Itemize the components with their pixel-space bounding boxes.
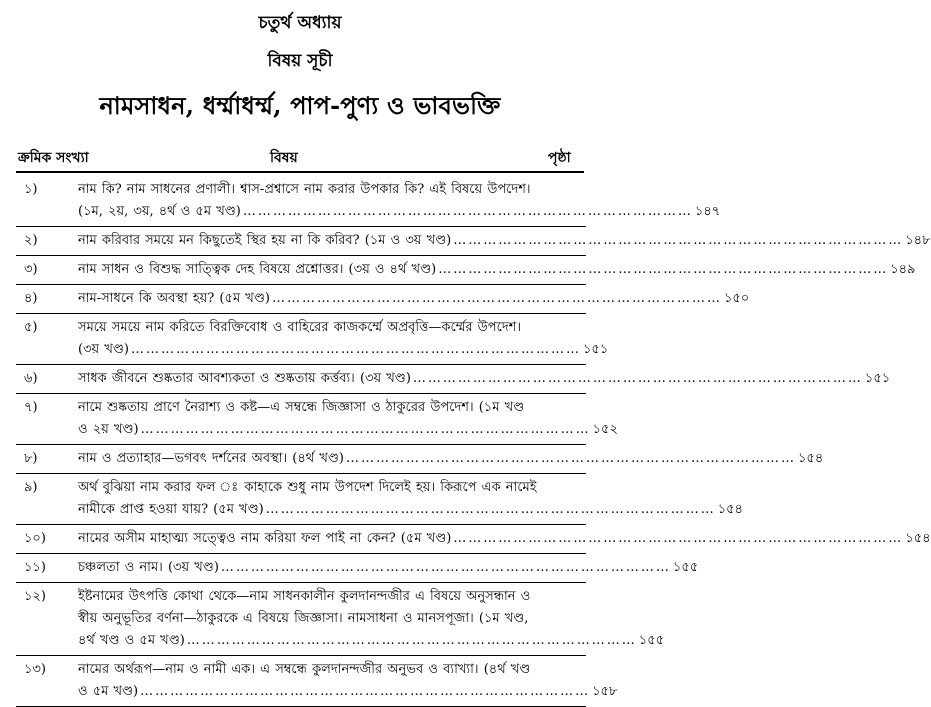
entry-page: ১৫৮ [592, 684, 618, 699]
leader-dots: ……………………………………………………………………………… [453, 531, 904, 546]
entry-number: ৩) [24, 262, 38, 277]
subject-column-header: বিষয় [270, 150, 298, 166]
entry-page: ১৫২ [592, 422, 618, 437]
header-divider [16, 171, 584, 173]
entry-number: ৯) [24, 480, 38, 495]
list-item [16, 554, 699, 583]
entry-page: ১৪৭ [694, 204, 721, 219]
entry-page: ১৫৪ [905, 531, 931, 546]
entry-number: ১০) [24, 531, 46, 546]
chapter-heading: চতুর্থ অধ্যায় [258, 13, 342, 33]
entry-text-continued: ও ৫ম খণ্ড) [78, 684, 139, 699]
list-item [16, 176, 721, 227]
list-item [16, 227, 931, 256]
entry-text: নাম-সাধনে কি অবস্থা হয়? (৫ম খণ্ড) [78, 291, 270, 306]
list-item [16, 656, 618, 707]
entry-number: ৪) [24, 291, 38, 306]
entry-number: ১) [24, 182, 38, 197]
list-item [16, 474, 743, 525]
entry-page: ১৫০ [723, 291, 750, 306]
entry-text: সাধক জীবনে শুষ্কতার আবশ্যকতা ও শুষ্কতায় কর্ত্তব্য। (৩য় খণ্ড) [78, 371, 411, 386]
entry-number: ২) [24, 233, 38, 248]
entry-text-continued: নামীকে প্রাপ্ত হওয়া যায়? (৫ম খণ্ড) [78, 502, 264, 517]
list-item [16, 365, 891, 394]
leader-dots: ……………………………………………………………………………… [186, 633, 637, 648]
serial-column-header: ক্রমিক সংখ্যা [18, 150, 89, 166]
leader-dots: ……………………………………………………………………………… [220, 560, 671, 575]
entry-text: নাম করিবার সময়ে মন কিছুতেই স্থির হয় না কি করিব? (১ম ও ৩য় খণ্ড) [78, 233, 452, 248]
entry-page: ১৫৪ [797, 451, 824, 466]
entry-page: ১৪৯ [890, 262, 916, 277]
entry-number: ১২) [24, 589, 46, 604]
entry-text: নামের অর্থরূপ—নাম ও নামী এক। এ সম্বন্ধে কুলদানন্দজীর অনুভব ও ব্যাখ্যা। (৪র্থ খণ্ড [78, 662, 531, 677]
leader-dots: ……………………………………………………………………………… [271, 291, 722, 306]
entry-page: ১৫১ [582, 342, 609, 357]
entry-text: নামে শুষ্কতায় প্রাণে নৈরাশ্য ও কষ্ট—এ সম্বন্ধে জিজ্ঞাসা ও ঠাকুরের উপদেশ। (১ম খণ্ড [78, 400, 525, 415]
list-item [16, 525, 931, 554]
entry-page: ১৪৮ [905, 233, 931, 248]
page-title: নামসাধন, ধর্ম্মাধর্ম্ম, পাপ-পুণ্য ও ভাবভক্তি [99, 91, 501, 120]
entry-text: ইষ্টনামের উৎপত্তি কোথা থেকে—নাম সাধনকালীন কুলদানন্দজীর এ বিষয়ে অনুসন্ধান ও [78, 589, 531, 604]
leader-dots: ……………………………………………………………………………… [265, 502, 716, 517]
list-item [16, 445, 824, 474]
list-item [16, 583, 665, 656]
entry-text: চঞ্চলতা ও নাম। (৩য় খণ্ড) [78, 560, 219, 575]
entry-text: নাম কি? নাম সাধনের প্রণালী। শ্বাস-প্রশ্বাসে নাম করার উপকার কি? এই বিষয়ে উপদেশ। [78, 182, 531, 197]
entry-text-continued: ও ২য় খণ্ড) [78, 422, 139, 437]
entry-text: নামের অসীম মাহাত্ম্য সত্ত্বেও নাম করিয়া ফল পাই না কেন? (৫ম খণ্ড) [78, 531, 452, 546]
entry-number: ৮) [24, 451, 38, 466]
entry-text: নাম ও প্রত্যাহার—ভগবৎ দর্শনের অবস্থা। (৪র্থ খণ্ড) [78, 451, 344, 466]
leader-dots: ……………………………………………………………………………… [130, 342, 581, 357]
entry-text: নাম সাধন ও বিশুদ্ধ সাত্ত্বিক দেহ বিষয়ে প্রশ্নোত্তর। (৩য় ও ৪র্থ খণ্ড) [78, 262, 437, 277]
entry-text: অর্থ বুঝিয়া নাম করার ফল ঃ কাহাকে শুধু নাম উপদেশ দিলেই হয়। কিরূপে এক নামেই [78, 480, 537, 495]
list-item [16, 256, 916, 285]
entry-page: ১৫৫ [638, 633, 665, 648]
contents-list [0, 176, 931, 707]
list-item [16, 285, 750, 314]
page-column-header: পৃষ্ঠা [548, 150, 571, 166]
entry-number: ৫) [24, 320, 38, 335]
entry-number: ৬) [24, 371, 38, 386]
leader-dots: ……………………………………………………………………………… [453, 233, 904, 248]
entry-text-second-line: স্বীয় অনুভূতির বর্ণনা—ঠাকুরকে এ বিষয়ে জিজ্ঞাসা। নামসাধনা ও মানসপূজা। (১ম খণ্ড, [78, 611, 529, 626]
entry-number: ১১) [24, 560, 46, 575]
entry-page: ১৫১ [864, 371, 891, 386]
leader-dots: ……………………………………………………………………………… [140, 684, 591, 699]
entry-page: ১৫৫ [672, 560, 699, 575]
leader-dots: ……………………………………………………………………………… [140, 422, 591, 437]
leader-dots: ……………………………………………………………………………… [438, 262, 889, 277]
entry-number: ১৩) [24, 662, 46, 677]
entry-text-continued: (১ম, ২য়, ৩য়, ৪র্থ ও ৫ম খণ্ড) [78, 204, 241, 219]
list-item [16, 394, 618, 445]
leader-dots: ……………………………………………………………………………… [242, 204, 693, 219]
entry-text-continued: ৪র্থ খণ্ড ও ৫ম খণ্ড) [78, 633, 185, 648]
contents-subtitle: বিষয় সূচী [267, 51, 333, 71]
list-item [16, 314, 609, 365]
leader-dots: ……………………………………………………………………………… [412, 371, 863, 386]
entry-page: ১৫৪ [717, 502, 743, 517]
entry-text-continued: (৩য় খণ্ড) [78, 342, 129, 357]
leader-dots: ……………………………………………………………………………… [345, 451, 796, 466]
entry-text: সময়ে সময়ে নাম করিতে বিরক্তিবোধ ও বাহিরের কাজকর্ম্মে অপ্রবৃত্তি—কর্ম্মের উপদেশ। [78, 320, 522, 335]
entry-number: ৭) [24, 400, 38, 415]
